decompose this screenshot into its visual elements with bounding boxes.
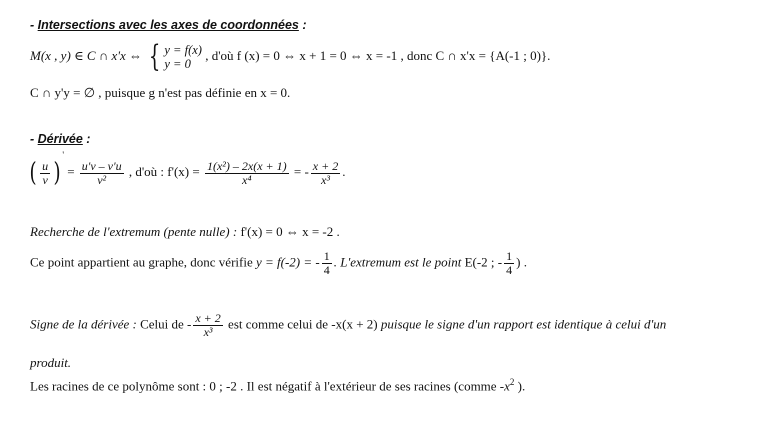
point-e-end: ) . <box>516 254 527 270</box>
point-e-fraction <box>504 250 514 277</box>
extremum-search-label: Recherche de l'extremum (pente nulle) : <box>30 224 238 239</box>
roots-text: Les racines de ce polynôme sont : 0 ; -2 . Il est négatif à l'extérieur de ses racines (comme - <box>30 378 505 394</box>
formula-end: . <box>342 164 346 179</box>
sign-line <box>30 312 666 339</box>
intersection-y-axis-line: C ∩ y'y = ∅ , puisque g n'est pas définie en x = 0. <box>30 85 291 100</box>
sign-label: Signe de la dérivée : <box>30 316 137 332</box>
derivative-numerator: 1(x²) – 2x(x + 1) <box>206 158 287 173</box>
final-numerator: x + 2 <box>312 158 339 173</box>
m-expression: M(x , y) ∈ C ∩ x'x <box>30 47 126 63</box>
derivative-fraction <box>205 160 289 187</box>
final-denominator: x³ <box>321 172 330 187</box>
point-e-start: E(-2 ; - <box>464 254 503 270</box>
roots-end: ). <box>514 378 526 394</box>
system-line-2: y = 0 <box>164 57 191 71</box>
point-e-numerator: 1 <box>506 249 513 263</box>
intersection-x-axis-line <box>30 39 551 74</box>
heading-title: Dérivée <box>37 132 83 146</box>
sign-fraction <box>193 312 222 339</box>
system-line-1: y = f(x) <box>164 43 202 57</box>
roots-exponent: 2 <box>509 377 515 387</box>
quotient-u: u <box>42 158 49 173</box>
heading-title: Intersections avec les axes de coordonnées <box>37 18 299 32</box>
heading-suffix: : <box>298 18 307 32</box>
point-e-denominator: 4 <box>506 263 513 277</box>
prime-mark: ' <box>62 150 64 160</box>
sign-numerator: x + 2 <box>195 311 221 325</box>
produit-line: produit. <box>30 355 72 370</box>
left-paren: ( <box>29 158 37 189</box>
extremum-statement: . L'extremum est le point <box>333 254 462 270</box>
quotient-rule-fraction <box>80 160 124 187</box>
quarter-fraction <box>322 250 332 277</box>
left-brace-icon: { <box>149 39 161 74</box>
heading-prefix: - <box>30 132 38 146</box>
sign-justification: puisque le signe d'un rapport est identique à celui d'un <box>377 316 667 332</box>
roots-variable: x <box>504 378 510 394</box>
quotient-v: v <box>42 172 48 187</box>
derivative-denominator: x⁴ <box>242 172 252 187</box>
graph-text: Ce point appartient au graphe, donc vérifie <box>30 254 253 270</box>
graph-equation: y = f(-2) = - <box>255 254 320 270</box>
quotient-u-over-v <box>40 160 50 187</box>
est-comme: est comme celui de -x(x + 2) <box>224 316 378 332</box>
rule-denominator: v² <box>97 172 107 187</box>
equation-system <box>145 39 202 74</box>
section-heading-derivee <box>30 132 90 146</box>
roots-line <box>30 377 525 394</box>
intersection-continuation: , d'où f (x) = 0 ⇔ x + 1 = 0 ⇔ x = -1 , donc C ∩ x'x = {A(-1 ; 0)}. <box>205 47 551 63</box>
sign-denominator: x³ <box>203 325 213 339</box>
quarter-numerator: 1 <box>323 249 330 263</box>
equals-minus: = - <box>293 164 309 179</box>
extremum-search-equation: f'(x) = 0 ⇔ x = -2 . <box>240 224 340 239</box>
celui-de: Celui de - <box>140 316 192 332</box>
extremum-search-line <box>30 224 340 240</box>
heading-suffix: : <box>82 132 91 146</box>
section-heading-intersections <box>30 18 307 32</box>
extremum-point-line <box>30 250 527 277</box>
rule-numerator: u'v – v'u <box>81 158 122 173</box>
heading-prefix: - <box>30 18 38 32</box>
quarter-denominator: 4 <box>323 263 330 277</box>
final-fraction <box>311 160 340 187</box>
derivative-formula-line: ( $\frac{u}{v}$ )' = $\frac{u'v - v'u}{\text{v²}}$ , d'où : f'(x) = $\frac{\text{1(x²) – 2x(x + 1)}}{\text{x⁴}}$ = - $\frac{x + 2}{\text{x³}}$ . <box>29 150 346 189</box>
equiv-symbol: ⇔ <box>129 47 143 63</box>
derivative-dou: , d'où : f'(x) = <box>128 164 200 179</box>
right-paren: ) <box>53 158 61 189</box>
